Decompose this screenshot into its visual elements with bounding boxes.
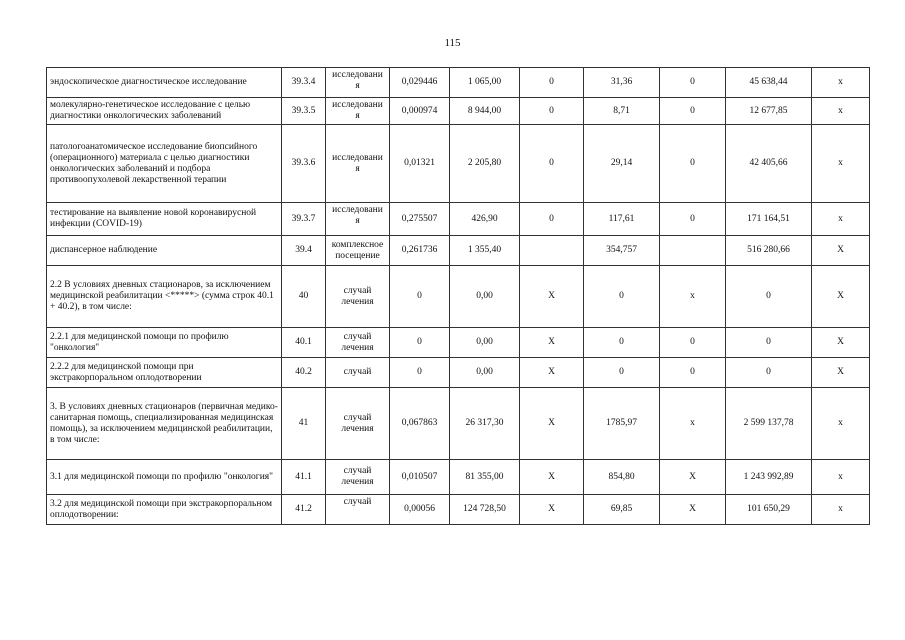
row-value-cell: 42 405,66 bbox=[726, 125, 812, 203]
row-value-cell: 0 bbox=[584, 358, 660, 388]
row-value-cell: 8,71 bbox=[584, 98, 660, 125]
row-name-cell: 3. В условиях дневных стационаров (первичная медико-санитарная помощь, специализированная медицинская помощь), за исключением медицинской реабилитации, в том числе: bbox=[47, 388, 282, 460]
table-row bbox=[47, 203, 870, 236]
row-value-cell: 354,757 bbox=[584, 236, 660, 266]
row-value-cell: X bbox=[520, 460, 584, 495]
row-value-cell: 1785,97 bbox=[584, 388, 660, 460]
row-code-cell: 40.2 bbox=[282, 358, 326, 388]
row-unit-cell: исследовани я bbox=[326, 98, 390, 125]
row-value-cell: 0 bbox=[726, 266, 812, 328]
row-value-cell: 1 065,00 bbox=[450, 68, 520, 98]
row-value-cell: 0,275507 bbox=[390, 203, 450, 236]
row-value-cell: 0 bbox=[660, 98, 726, 125]
row-code-cell: 39.3.7 bbox=[282, 203, 326, 236]
row-unit-cell: случай лечения bbox=[326, 460, 390, 495]
row-value-cell: 81 355,00 bbox=[450, 460, 520, 495]
row-value-cell: 31,36 bbox=[584, 68, 660, 98]
row-value-cell: 0,00 bbox=[450, 328, 520, 358]
row-code-cell: 39.4 bbox=[282, 236, 326, 266]
row-unit-cell: случай лечения bbox=[326, 328, 390, 358]
row-unit-cell: комплексное посещение bbox=[326, 236, 390, 266]
row-value-cell: 0 bbox=[660, 125, 726, 203]
row-value-cell: 0 bbox=[520, 203, 584, 236]
table-body bbox=[47, 68, 870, 525]
row-value-cell: 0 bbox=[660, 358, 726, 388]
row-value-cell: 0,261736 bbox=[390, 236, 450, 266]
row-value-cell: 0 bbox=[726, 328, 812, 358]
row-value-cell: 0 bbox=[660, 203, 726, 236]
row-unit-cell: случай bbox=[326, 358, 390, 388]
row-value-cell: 1 355,40 bbox=[450, 236, 520, 266]
table-row bbox=[47, 495, 870, 525]
row-value-cell: X bbox=[812, 236, 870, 266]
row-value-cell: X bbox=[660, 460, 726, 495]
row-value-cell: 0 bbox=[390, 328, 450, 358]
row-value-cell: x bbox=[812, 68, 870, 98]
row-code-cell: 41.2 bbox=[282, 495, 326, 525]
row-value-cell: 0 bbox=[726, 358, 812, 388]
row-value-cell: X bbox=[520, 495, 584, 525]
table-row bbox=[47, 460, 870, 495]
row-unit-cell: случай лечения bbox=[326, 388, 390, 460]
row-code-cell: 41.1 bbox=[282, 460, 326, 495]
row-value-cell: X bbox=[812, 328, 870, 358]
row-value-cell: 45 638,44 bbox=[726, 68, 812, 98]
row-value-cell: x bbox=[812, 125, 870, 203]
row-unit-cell: исследовани я bbox=[326, 125, 390, 203]
row-value-cell: X bbox=[812, 266, 870, 328]
row-value-cell: X bbox=[520, 328, 584, 358]
row-unit-cell: случай лечения bbox=[326, 266, 390, 328]
row-value-cell: 0 bbox=[390, 266, 450, 328]
row-value-cell: 0 bbox=[584, 266, 660, 328]
row-value-cell: 0 bbox=[520, 125, 584, 203]
row-value-cell bbox=[520, 236, 584, 266]
row-value-cell: 854,80 bbox=[584, 460, 660, 495]
row-value-cell: 0,067863 bbox=[390, 388, 450, 460]
row-value-cell: 0,00056 bbox=[390, 495, 450, 525]
row-name-cell: патологоанатомическое исследование биопсийного (операционного) материала с целью диагностики онкологических заболеваний и подбора противоопухолевой лекарственной терапии bbox=[47, 125, 282, 203]
row-value-cell: 0 bbox=[584, 328, 660, 358]
row-name-cell: 3.2 для медицинской помощи при экстракорпоральном оплодотворении: bbox=[47, 495, 282, 525]
row-value-cell: 0 bbox=[660, 328, 726, 358]
row-value-cell: 171 164,51 bbox=[726, 203, 812, 236]
table-row bbox=[47, 236, 870, 266]
table-row bbox=[47, 358, 870, 388]
row-value-cell: 426,90 bbox=[450, 203, 520, 236]
table-row bbox=[47, 388, 870, 460]
row-name-cell: диспансерное наблюдение bbox=[47, 236, 282, 266]
row-value-cell: 0 bbox=[520, 98, 584, 125]
table-row bbox=[47, 328, 870, 358]
row-name-cell: 2.2.1 для медицинской помощи по профилю "онкология" bbox=[47, 328, 282, 358]
row-code-cell: 40.1 bbox=[282, 328, 326, 358]
row-value-cell: X bbox=[520, 358, 584, 388]
row-value-cell: 12 677,85 bbox=[726, 98, 812, 125]
table-row bbox=[47, 266, 870, 328]
table-row bbox=[47, 98, 870, 125]
row-value-cell: 0,000974 bbox=[390, 98, 450, 125]
data-table bbox=[46, 67, 870, 525]
row-value-cell: 0,00 bbox=[450, 358, 520, 388]
row-value-cell: 26 317,30 bbox=[450, 388, 520, 460]
row-unit-cell: исследовани я bbox=[326, 203, 390, 236]
row-unit-cell: исследовани я bbox=[326, 68, 390, 98]
row-value-cell: 69,85 bbox=[584, 495, 660, 525]
row-value-cell: X bbox=[660, 495, 726, 525]
row-name-cell: тестирование на выявление новой коронавирусной инфекции (COVID-19) bbox=[47, 203, 282, 236]
row-value-cell: 0 bbox=[520, 68, 584, 98]
row-code-cell: 39.3.4 bbox=[282, 68, 326, 98]
row-name-cell: 3.1 для медицинской помощи по профилю "онкология" bbox=[47, 460, 282, 495]
row-unit-cell: случай bbox=[326, 495, 390, 525]
row-code-cell: 41 bbox=[282, 388, 326, 460]
row-value-cell: 0 bbox=[660, 68, 726, 98]
row-value-cell: x bbox=[812, 495, 870, 525]
table-row bbox=[47, 125, 870, 203]
row-value-cell: 8 944,00 bbox=[450, 98, 520, 125]
row-value-cell: 1 243 992,89 bbox=[726, 460, 812, 495]
row-value-cell: 0,029446 bbox=[390, 68, 450, 98]
row-value-cell: x bbox=[812, 203, 870, 236]
row-code-cell: 40 bbox=[282, 266, 326, 328]
row-value-cell: x bbox=[812, 98, 870, 125]
row-value-cell: 0,01321 bbox=[390, 125, 450, 203]
row-value-cell: X bbox=[520, 266, 584, 328]
row-value-cell: 29,14 bbox=[584, 125, 660, 203]
row-value-cell: x bbox=[812, 388, 870, 460]
row-value-cell: x bbox=[812, 460, 870, 495]
row-name-cell: 2.2 В условиях дневных стационаров, за исключением медицинской реабилитации <*****> (сумма строк 40.1 + 40.2), в том числе: bbox=[47, 266, 282, 328]
page-number: 115 bbox=[444, 37, 461, 49]
row-value-cell: X bbox=[520, 388, 584, 460]
row-value-cell: X bbox=[812, 358, 870, 388]
row-value-cell: x bbox=[660, 266, 726, 328]
row-code-cell: 39.3.6 bbox=[282, 125, 326, 203]
row-value-cell: 117,61 bbox=[584, 203, 660, 236]
row-value-cell: 0 bbox=[390, 358, 450, 388]
row-name-cell: 2.2.2 для медицинской помощи при экстракорпоральном оплодотворении bbox=[47, 358, 282, 388]
row-name-cell: эндоскопическое диагностическое исследование bbox=[47, 68, 282, 98]
row-value-cell: x bbox=[660, 388, 726, 460]
row-value-cell: 101 650,29 bbox=[726, 495, 812, 525]
row-value-cell: 0,00 bbox=[450, 266, 520, 328]
row-value-cell bbox=[660, 236, 726, 266]
row-value-cell: 516 280,66 bbox=[726, 236, 812, 266]
row-value-cell: 2 599 137,78 bbox=[726, 388, 812, 460]
row-value-cell: 124 728,50 bbox=[450, 495, 520, 525]
row-code-cell: 39.3.5 bbox=[282, 98, 326, 125]
row-name-cell: молекулярно-генетическое исследование с целью диагностики онкологических заболеваний bbox=[47, 98, 282, 125]
row-value-cell: 0,010507 bbox=[390, 460, 450, 495]
row-value-cell: 2 205,80 bbox=[450, 125, 520, 203]
table-row bbox=[47, 68, 870, 98]
